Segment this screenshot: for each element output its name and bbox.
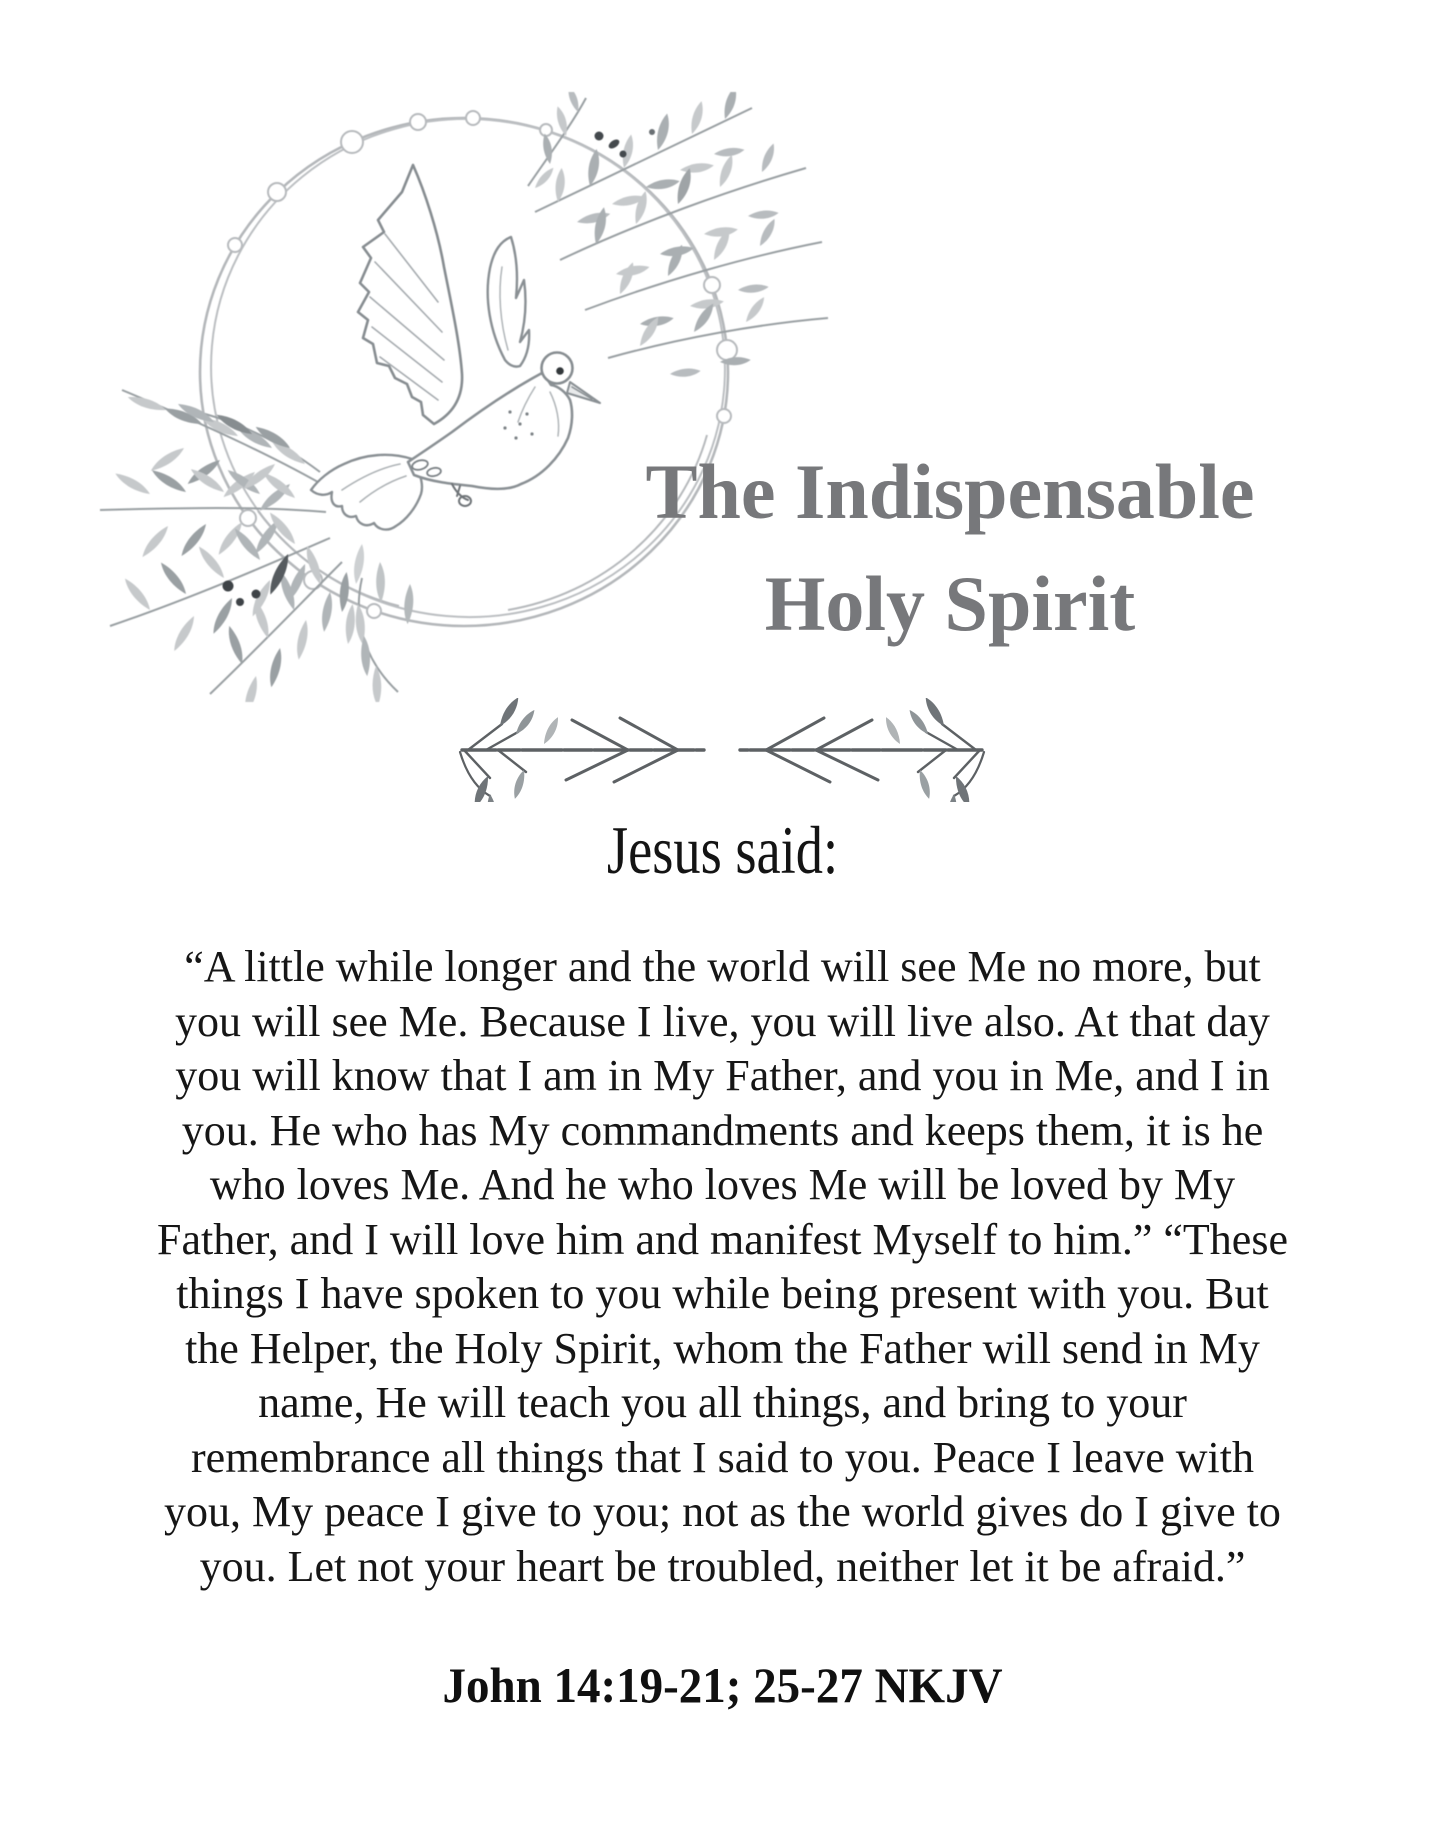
- scripture-reference: John 14:19-21; 25-27 NKJV: [442, 1657, 1003, 1713]
- scripture-quote: [0, 940, 1445, 1594]
- quote-line: Father, and I will love him and manifest Myself to him.” “These: [157, 1214, 1288, 1264]
- quote-line: you. He who has My commandments and keeps them, it is he: [181, 1105, 1264, 1155]
- intro-heading: Jesus said:: [606, 812, 839, 888]
- quote-line: the Helper, the Holy Spirit, whom the Father will send in My: [185, 1323, 1260, 1373]
- quote-line: you, My peace I give to you; not as the world gives do I give to: [164, 1487, 1281, 1536]
- foliage-lower-left: [100, 390, 426, 702]
- quote-line: name, He will teach you all things, and bring to your: [258, 1378, 1187, 1427]
- quote-line: “A little while longer and the world will see Me no more, but: [184, 942, 1261, 991]
- quote-line: who loves Me. And he who loves Me will be loved by My: [209, 1160, 1236, 1209]
- quote-line: you will see Me. Because I live, you will live also. At that day: [175, 996, 1270, 1046]
- quote-line: remembrance all things that I said to you. Peace I leave with: [191, 1432, 1254, 1482]
- quote-line: you will know that I am in My Father, and you in Me, and I in: [175, 1051, 1270, 1100]
- branch-arrow-divider-icon: [452, 698, 992, 802]
- title-line-1: The Indispensable: [645, 448, 1255, 535]
- berries-dark: [595, 129, 656, 158]
- title-line-2: Holy Spirit: [764, 560, 1136, 647]
- quote-line: things I have spoken to you while being present with you. But: [176, 1269, 1269, 1318]
- page-title: [540, 436, 1360, 660]
- quote-line: you. Let not your heart be troubled, neither let it be afraid.”: [199, 1541, 1246, 1591]
- foliage-upper-right: [528, 92, 828, 387]
